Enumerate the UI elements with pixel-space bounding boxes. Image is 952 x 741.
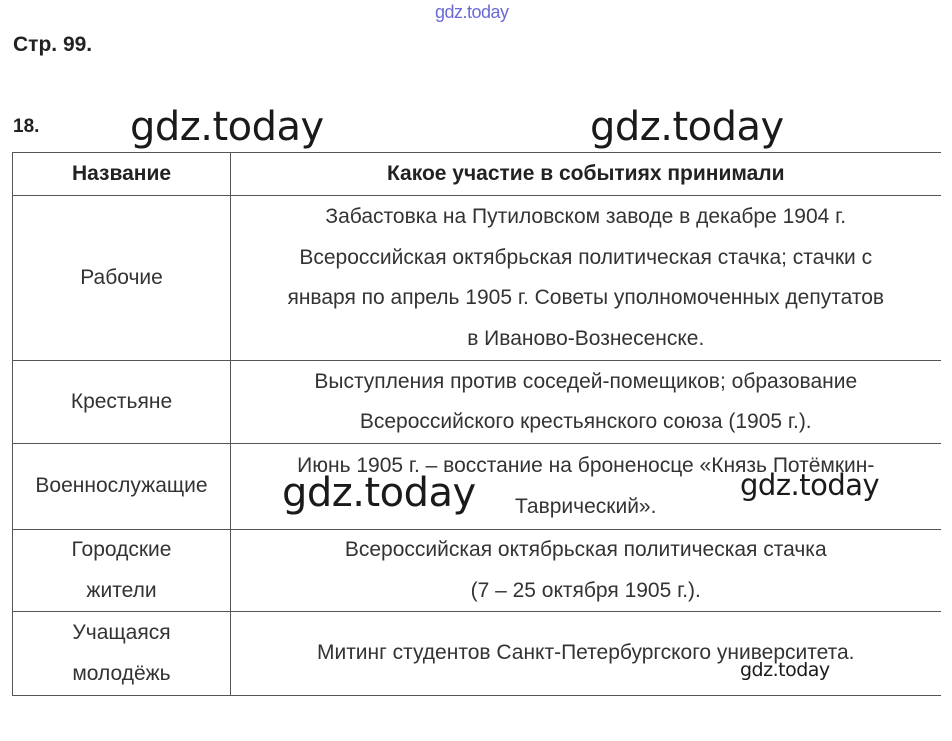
row-name-line: Рабочие <box>80 265 163 289</box>
row-name-line: молодёжь <box>72 661 171 685</box>
participation-line: Всероссийская октябрьская политическая стачка <box>344 538 827 561</box>
row-name-line: Учащаяся <box>72 621 171 644</box>
watermark-header-left: gdz.today <box>130 104 324 150</box>
row-name-cell <box>13 196 231 361</box>
row-name-line: жители <box>86 578 157 602</box>
watermark-row-mid-right: gdz.today <box>740 468 880 502</box>
row-participation-cell <box>231 530 941 612</box>
row-name-cell <box>13 361 231 444</box>
watermark-row-mid-big: gdz.today <box>282 470 476 516</box>
row-participation-cell <box>231 612 941 696</box>
table-row <box>13 612 941 696</box>
table-header-row <box>13 153 941 196</box>
row-name-cell <box>13 444 231 530</box>
participation-line: Забастовка на Путиловском заводе в декабре 1904 г. <box>325 205 847 228</box>
table-row <box>13 196 941 361</box>
table-row <box>13 530 941 612</box>
participation-line: (7 – 25 октября 1905 г.). <box>470 578 701 602</box>
watermark-header-right: gdz.today <box>590 104 784 150</box>
row-name-line: Военнослужащие <box>35 474 208 498</box>
watermark-top: gdz.today <box>435 2 509 22</box>
page-number: Стр. 99. <box>13 33 93 56</box>
participation-line: Выступления против соседей-помещиков; образование <box>314 369 858 393</box>
participation-line: января по апрель 1905 г. Советы уполномоченных депутатов <box>287 286 885 309</box>
watermark-row-bottom: gdz.today <box>740 659 830 681</box>
task-number: 18. <box>13 116 40 137</box>
row-name-line: Крестьяне <box>70 389 173 413</box>
table-row <box>13 361 941 444</box>
row-name-cell <box>13 612 231 696</box>
row-name-line: Городские <box>71 538 172 561</box>
participation-line: Июнь 1905 г. – восстание на броненосце «Князь Потёмкин- <box>297 454 875 477</box>
participation-line: Митинг студентов Санкт-Петербургского университета. <box>316 641 855 665</box>
participation-line: Таврический». <box>515 494 657 518</box>
column-header-name: Название <box>13 153 231 196</box>
row-participation-cell <box>231 361 941 444</box>
participation-line: Всероссийская октябрьская политическая стачка; стачки с <box>299 245 873 269</box>
participation-line: Всероссийского крестьянского союза (1905 г.). <box>359 410 812 433</box>
participation-line: в Иваново-Вознесенске. <box>467 326 705 350</box>
row-participation-cell <box>231 196 941 361</box>
column-header-participation: Какое участие в событиях принимали <box>231 153 941 196</box>
events-table <box>12 152 941 696</box>
row-name-cell <box>13 530 231 612</box>
